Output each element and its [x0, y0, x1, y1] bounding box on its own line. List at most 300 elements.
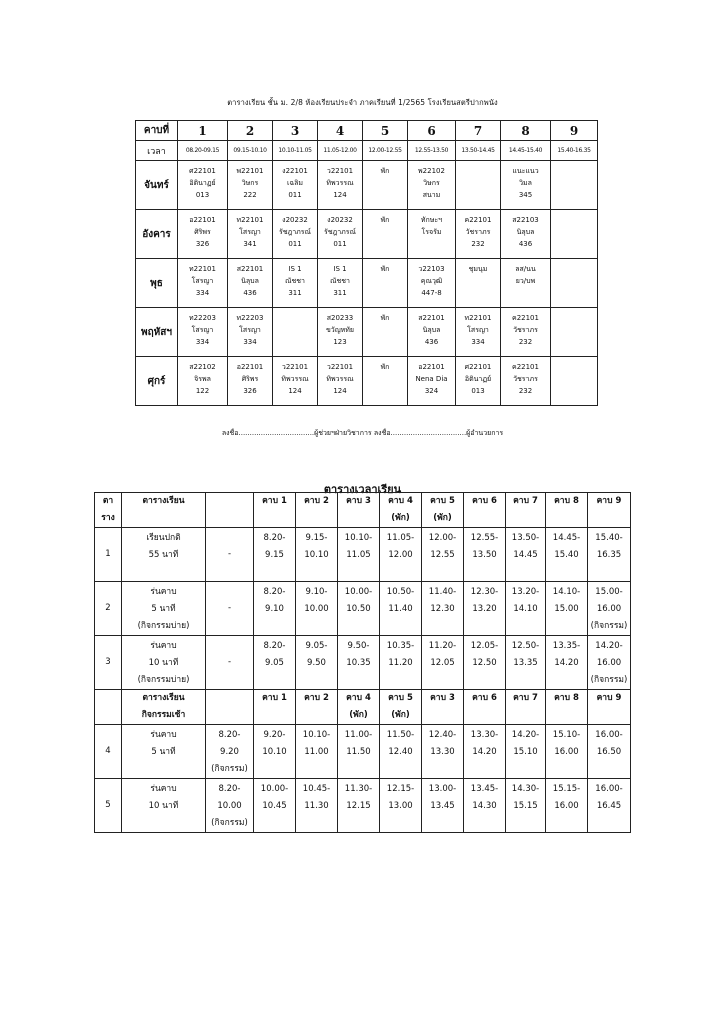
- subject-cell: [178, 210, 228, 259]
- cell-line: 10.10: [262, 747, 287, 757]
- schedule-time-cell: [588, 636, 631, 690]
- subject-line: ง22101: [282, 167, 308, 175]
- cell-line: 15.15: [513, 801, 538, 811]
- period-number: 3: [273, 121, 318, 141]
- cell-line: 10 นาที: [148, 801, 179, 811]
- subject-line: ลส/นน: [515, 265, 536, 273]
- cell-line: 15.00-: [595, 587, 623, 597]
- subject-line: ทิพวรรณ: [281, 375, 309, 383]
- schedule-time-cell: [338, 582, 380, 636]
- subject-cell: [363, 259, 408, 308]
- subject-line: ว22103: [418, 265, 445, 273]
- day-row: [136, 161, 598, 210]
- schedule-row: [95, 582, 631, 636]
- schedule-time-cell: [296, 779, 338, 833]
- cell-line: (พัก): [391, 513, 410, 523]
- subject-line: 011: [333, 240, 347, 248]
- cell-line: 10.00: [217, 801, 242, 811]
- cell-line: 11.00: [304, 747, 329, 757]
- schedule-time-cell: [588, 725, 631, 779]
- schedule-row-pre: [206, 582, 254, 636]
- subject-line: วิษกร: [423, 179, 440, 187]
- schedule-header-row: [95, 493, 631, 528]
- time-header-label: เวลา: [136, 141, 178, 161]
- cell-line: 9.15: [265, 550, 284, 560]
- schedule-row-name: [122, 528, 206, 582]
- cell-line: ร่นคาบ: [150, 784, 177, 794]
- schedule-time-cell: [338, 528, 380, 582]
- cell-line: 13.20: [472, 604, 497, 614]
- schedule-time-cell: [254, 636, 296, 690]
- cell-line: 11.50: [346, 747, 371, 757]
- schedule-pre-header: [206, 493, 254, 528]
- subject-line: นิลุบล: [241, 277, 259, 285]
- schedule-period-header: [254, 690, 296, 725]
- subject-line: รัชฎาภรณ์: [323, 228, 356, 236]
- schedule-time-cell: [422, 582, 464, 636]
- cell-line: 10.10: [304, 550, 329, 560]
- subject-line: 222: [243, 191, 257, 199]
- cell-line: 9.10-: [305, 587, 328, 597]
- timetable-title: ตารางเรียน ชั้น ม. 2/8 ห้องเรียนประจำ ภาคเรียนที่ 1/2565 โรงเรียนสตรีปากพนัง: [227, 98, 498, 107]
- cell-line: 15.10: [513, 747, 538, 757]
- cell-line: คาบ 5: [388, 693, 413, 703]
- subject-line: 311: [333, 289, 347, 297]
- day-row: [136, 308, 598, 357]
- time-row: [136, 141, 598, 161]
- cell-line: 8.20-: [263, 533, 286, 543]
- subject-cell: [501, 357, 551, 406]
- subject-line: 311: [288, 289, 302, 297]
- cell-line: 10.00: [304, 604, 329, 614]
- subject-line: 341: [243, 240, 257, 248]
- subject-line: สนาม: [422, 191, 441, 199]
- schedule-time-cell: [338, 636, 380, 690]
- cell-line: 14.30: [472, 801, 497, 811]
- subject-line: ส22101: [418, 314, 445, 322]
- cell-line: 12.15: [346, 801, 371, 811]
- schedule-time-cell: [546, 582, 588, 636]
- subject-line: ทิพวรรณ: [326, 179, 354, 187]
- cell-line: 15.00: [554, 604, 579, 614]
- subject-line: 232: [471, 240, 485, 248]
- subject-line: ศิริพร: [194, 228, 211, 236]
- subject-cell: [228, 357, 273, 406]
- cell-line: 16.00: [596, 604, 622, 614]
- subject-line: อ22101: [189, 216, 216, 224]
- period-time: 10.10-11.05: [273, 141, 318, 161]
- schedule-row-name: [122, 725, 206, 779]
- subject-line: 124: [333, 387, 347, 395]
- schedule-row-pre: [206, 779, 254, 833]
- subject-cell: [551, 357, 598, 406]
- subject-line: 011: [288, 191, 302, 199]
- subject-line: 232: [518, 387, 533, 395]
- subject-line: 232: [518, 338, 533, 346]
- cell-line: 14.30-: [511, 784, 540, 794]
- cell-line: (กิจกรรม): [211, 764, 248, 774]
- cell-line: 12.15-: [386, 784, 415, 794]
- schedule-row-name: [122, 779, 206, 833]
- subject-line: 345: [518, 191, 533, 199]
- subject-line: 326: [195, 240, 210, 248]
- subject-cell: [363, 210, 408, 259]
- subject-line: ยว/บพ: [515, 277, 536, 285]
- cell-line: 10.45-: [302, 784, 331, 794]
- subject-line: 326: [243, 387, 257, 395]
- cell-line: คาบ 6: [472, 496, 497, 506]
- cell-line: 10.00-: [260, 784, 289, 794]
- schedule-time-cell: [254, 779, 296, 833]
- subject-line: ส22103: [512, 216, 539, 224]
- subject-cell: [501, 161, 551, 210]
- subject-line: ท22101: [189, 265, 216, 273]
- period-time: 09.15-10.10: [228, 141, 273, 161]
- schedule-period-header: [380, 690, 422, 725]
- cell-line: ตารางเรียน: [142, 693, 185, 703]
- subject-line: 334: [195, 338, 210, 346]
- cell-line: 12.40-: [428, 730, 457, 740]
- subject-line: แนะแนว: [512, 167, 539, 175]
- cell-line: 10.10-: [302, 730, 331, 740]
- subject-line: 334: [195, 289, 210, 297]
- cell-line: 13.50: [472, 550, 497, 560]
- cell-line: (กิจกรรม): [590, 675, 628, 685]
- subject-cell: [273, 259, 318, 308]
- cell-line: ราง: [101, 513, 115, 523]
- cell-line: คาบ 2: [304, 496, 329, 506]
- subject-line: ทิพวรรณ: [326, 375, 354, 383]
- subject-line: พัก: [380, 363, 390, 371]
- schedule-period-header: [296, 493, 338, 528]
- cell-line: คาบ 3: [346, 496, 371, 506]
- subject-cell: [178, 259, 228, 308]
- subject-line: อ22101: [236, 363, 264, 371]
- cell-line: ร่นคาบ: [150, 730, 177, 740]
- subject-line: ส20233: [326, 314, 354, 322]
- schedule-period-header: [422, 493, 464, 528]
- subject-line: รัชฎาภรณ์: [278, 228, 311, 236]
- schedule-period-header: [338, 493, 380, 528]
- cell-line: 16.00: [554, 801, 579, 811]
- cell-line: 9.05-: [305, 641, 328, 651]
- cell-line: 13.35: [513, 658, 538, 668]
- schedule-time-cell: [464, 779, 506, 833]
- schedule-period-header: [546, 493, 588, 528]
- subject-cell: [363, 161, 408, 210]
- cell-line: 9.05: [265, 658, 284, 668]
- period-number: 8: [501, 121, 551, 141]
- subject-line: ชุมนุม: [468, 265, 488, 273]
- schedule-time-cell: [296, 528, 338, 582]
- cell-line: 55 นาที: [148, 550, 179, 560]
- cell-line: 14.20-: [595, 641, 623, 651]
- schedule-time-cell: [422, 725, 464, 779]
- subject-cell: [501, 210, 551, 259]
- schedule-row: [95, 636, 631, 690]
- cell-line: 12.50: [472, 658, 497, 668]
- cell-line: 10.10-: [344, 533, 373, 543]
- subject-line: Nena Dia: [415, 375, 448, 383]
- subject-cell: [273, 210, 318, 259]
- subject-cell: [408, 357, 456, 406]
- schedule-time-cell: [422, 528, 464, 582]
- period-number: 9: [551, 121, 598, 141]
- period-number: 5: [363, 121, 408, 141]
- day-row: [136, 259, 598, 308]
- subject-cell: [408, 259, 456, 308]
- subject-cell: [501, 259, 551, 308]
- cell-line: คาบ 4: [388, 496, 413, 506]
- subject-line: ณัชชา: [330, 277, 350, 285]
- cell-line: คาบ 5: [430, 496, 455, 506]
- schedule-time-cell: [380, 636, 422, 690]
- period-number: 2: [228, 121, 273, 141]
- cell-line: 16.00: [596, 658, 622, 668]
- schedule-name-header: [122, 493, 206, 528]
- cell-line: 12.05: [430, 658, 455, 668]
- subject-cell: [456, 210, 501, 259]
- period-time: 15.40-16.35: [551, 141, 598, 161]
- schedule-time-cell: [546, 779, 588, 833]
- cell-line: 9.20-: [263, 730, 286, 740]
- subject-cell: [228, 210, 273, 259]
- subject-line: อิตินาฏย์: [464, 375, 492, 383]
- cell-line: 12.55: [430, 550, 455, 560]
- period-time: 12.00-12.55: [363, 141, 408, 161]
- schedule-time-cell: [464, 528, 506, 582]
- subject-line: วิษกร: [241, 179, 259, 187]
- cell-line: -: [227, 549, 232, 559]
- cell-line: คาบ 3: [430, 693, 455, 703]
- cell-line: (กิจกรรมบ่าย): [137, 621, 190, 631]
- cell-line: คาบ 8: [554, 693, 579, 703]
- cell-line: 11.05: [346, 550, 371, 560]
- subject-line: 124: [288, 387, 302, 395]
- cell-line: 11.00-: [344, 730, 373, 740]
- cell-line: 10 นาที: [148, 658, 179, 668]
- schedule-row-name: [122, 636, 206, 690]
- cell-line: คาบ 1: [262, 693, 287, 703]
- cell-line: 13.30-: [470, 730, 499, 740]
- cell-line: 13.45-: [470, 784, 499, 794]
- subject-cell: [178, 308, 228, 357]
- cell-line: 11.05-: [386, 533, 415, 543]
- subject-line: ง20232: [327, 216, 353, 224]
- class-timetable: [135, 120, 598, 406]
- subject-line: 124: [333, 191, 347, 199]
- subject-cell: [228, 308, 273, 357]
- period-time: 08.20-09.15: [178, 141, 228, 161]
- cell-line: 13.30: [430, 747, 455, 757]
- cell-line: 15.15-: [552, 784, 581, 794]
- cell-line: 11.30: [304, 801, 329, 811]
- subject-line: โสรญา: [191, 326, 214, 334]
- cell-line: -: [227, 603, 232, 613]
- subject-line: ว22101: [326, 167, 354, 175]
- cell-line: 11.40: [388, 604, 413, 614]
- subject-line: นิลุบล: [422, 326, 441, 334]
- day-name: พุธ: [136, 259, 178, 308]
- cell-line: 9.10: [265, 604, 284, 614]
- cell-line: 8.20-: [218, 784, 241, 794]
- subject-line: 436: [243, 289, 257, 297]
- subject-line: พัก: [380, 314, 390, 322]
- period-number: 4: [318, 121, 363, 141]
- subject-cell: [456, 161, 501, 210]
- cell-line: 8.20-: [218, 730, 241, 740]
- cell-line: 14.45-: [552, 533, 581, 543]
- period-number: 7: [456, 121, 501, 141]
- period-number: 6: [408, 121, 456, 141]
- subject-cell: [228, 259, 273, 308]
- subject-line: 011: [288, 240, 302, 248]
- subject-line: IS 1: [333, 265, 347, 273]
- subject-cell: [273, 161, 318, 210]
- cell-line: 12.30-: [470, 587, 499, 597]
- cell-line: คาบ 7: [513, 496, 538, 506]
- subject-line: 334: [471, 338, 485, 346]
- schedule-time-cell: [254, 725, 296, 779]
- subject-line: IS 1: [288, 265, 302, 273]
- cell-line: 13.00: [388, 801, 413, 811]
- subject-line: ค22101: [464, 216, 492, 224]
- cell-line: คาบ 9: [596, 496, 622, 506]
- subject-cell: [551, 259, 598, 308]
- schedule-title: ตารางเวลาเรียน: [323, 483, 402, 496]
- schedule-period-header: [296, 690, 338, 725]
- period-header-row: [136, 121, 598, 141]
- cell-line: 15.40: [554, 550, 579, 560]
- subject-line: ทักษะฯ: [420, 216, 443, 224]
- cell-line: ร่นคาบ: [150, 587, 177, 597]
- cell-line: 10.50: [346, 604, 371, 614]
- schedule-time-cell: [588, 528, 631, 582]
- subject-line: 447-8: [421, 289, 442, 297]
- period-number: 1: [178, 121, 228, 141]
- day-row: [136, 210, 598, 259]
- subject-line: พัก: [380, 265, 390, 273]
- subject-cell: [456, 308, 501, 357]
- schedule-row-number: 2: [95, 582, 122, 636]
- cell-line: -: [227, 657, 232, 667]
- subject-line: โรจรัม: [421, 228, 442, 236]
- subject-line: 013: [195, 191, 210, 199]
- schedule-period-header: [506, 493, 546, 528]
- cell-line: 11.40-: [428, 587, 457, 597]
- schedule-time-cell: [338, 779, 380, 833]
- period-time: 12.55-13.50: [408, 141, 456, 161]
- cell-line: คาบ 7: [513, 693, 538, 703]
- subject-line: จิรพล: [194, 375, 211, 383]
- cell-line: 10.50-: [386, 587, 415, 597]
- schedule-time-cell: [338, 725, 380, 779]
- subject-line: ท22203: [236, 314, 264, 322]
- subject-line: พัก: [380, 167, 390, 175]
- subject-line: พ22102: [418, 167, 445, 175]
- subject-line: 123: [333, 338, 347, 346]
- subject-cell: [456, 259, 501, 308]
- cell-line: ร่นคาบ: [150, 641, 177, 651]
- cell-line: ตารางเรียน: [142, 496, 185, 506]
- cell-line: 10.45: [262, 801, 287, 811]
- schedule-pre-header: [206, 690, 254, 725]
- schedule-time-cell: [546, 636, 588, 690]
- subject-line: วัชราภร: [513, 375, 538, 383]
- schedule-row-number: 3: [95, 636, 122, 690]
- schedule-row-number: 1: [95, 528, 122, 582]
- cell-line: คาบ 6: [472, 693, 497, 703]
- schedule-time-cell: [506, 725, 546, 779]
- subject-line: 436: [518, 240, 533, 248]
- subject-line: โสรญา: [191, 277, 214, 285]
- cell-line: (พัก): [391, 710, 410, 720]
- schedule-time-cell: [464, 582, 506, 636]
- subject-cell: [273, 357, 318, 406]
- cell-line: 16.00: [554, 747, 579, 757]
- schedule-row-name: [122, 582, 206, 636]
- subject-cell: [228, 161, 273, 210]
- cell-line: (กิจกรรมบ่าย): [137, 675, 190, 685]
- schedule-row: [95, 725, 631, 779]
- schedule-period-header: [588, 690, 631, 725]
- cell-line: 12.30: [430, 604, 455, 614]
- subject-cell: [456, 357, 501, 406]
- schedule-time-cell: [380, 725, 422, 779]
- subject-line: โสรญา: [467, 326, 489, 334]
- subject-line: โสรญา: [239, 326, 261, 334]
- subject-line: ง20232: [282, 216, 308, 224]
- schedule-row-pre: [206, 636, 254, 690]
- cell-line: 14.10-: [552, 587, 581, 597]
- schedule-time-cell: [546, 725, 588, 779]
- subject-cell: [551, 210, 598, 259]
- schedule-header-row: [95, 690, 631, 725]
- cell-line: 14.20: [472, 747, 497, 757]
- cell-line: 16.00-: [595, 784, 623, 794]
- period-time: 11.05-12.00: [318, 141, 363, 161]
- schedule-time-cell: [506, 779, 546, 833]
- subject-cell: [408, 210, 456, 259]
- cell-line: 11.30-: [344, 784, 373, 794]
- subject-cell: [273, 308, 318, 357]
- cell-line: (กิจกรรม): [590, 621, 628, 631]
- schedule-time-cell: [506, 528, 546, 582]
- subject-cell: [363, 357, 408, 406]
- subject-line: โสรญา: [239, 228, 261, 236]
- cell-line: 14.45: [513, 550, 538, 560]
- cell-line: 11.20-: [428, 641, 457, 651]
- cell-line: คาบ 2: [304, 693, 329, 703]
- subject-line: ศ22101: [464, 363, 492, 371]
- subject-cell: [318, 308, 363, 357]
- schedule-time-cell: [296, 725, 338, 779]
- schedule-row-pre: [206, 725, 254, 779]
- schedule-period-header: [506, 690, 546, 725]
- period-time: 14.45-15.40: [501, 141, 551, 161]
- period-time: 13.50-14.45: [456, 141, 501, 161]
- subject-cell: [178, 161, 228, 210]
- schedule-name-header: [122, 690, 206, 725]
- schedule-row-number: 5: [95, 779, 122, 833]
- day-name: อังคาร: [136, 210, 178, 259]
- cell-line: 12.40: [388, 747, 413, 757]
- subject-line: 324: [424, 387, 439, 395]
- subject-line: วิมล: [519, 179, 532, 187]
- signature-line: ลงชื่อ..................................ผู้ช่วยฯฝ่ายวิชาการ ลงชื่อ..................................ผู้อำนวยการ: [221, 429, 504, 437]
- schedule-period-header: [546, 690, 588, 725]
- subject-line: วัชราภร: [465, 228, 491, 236]
